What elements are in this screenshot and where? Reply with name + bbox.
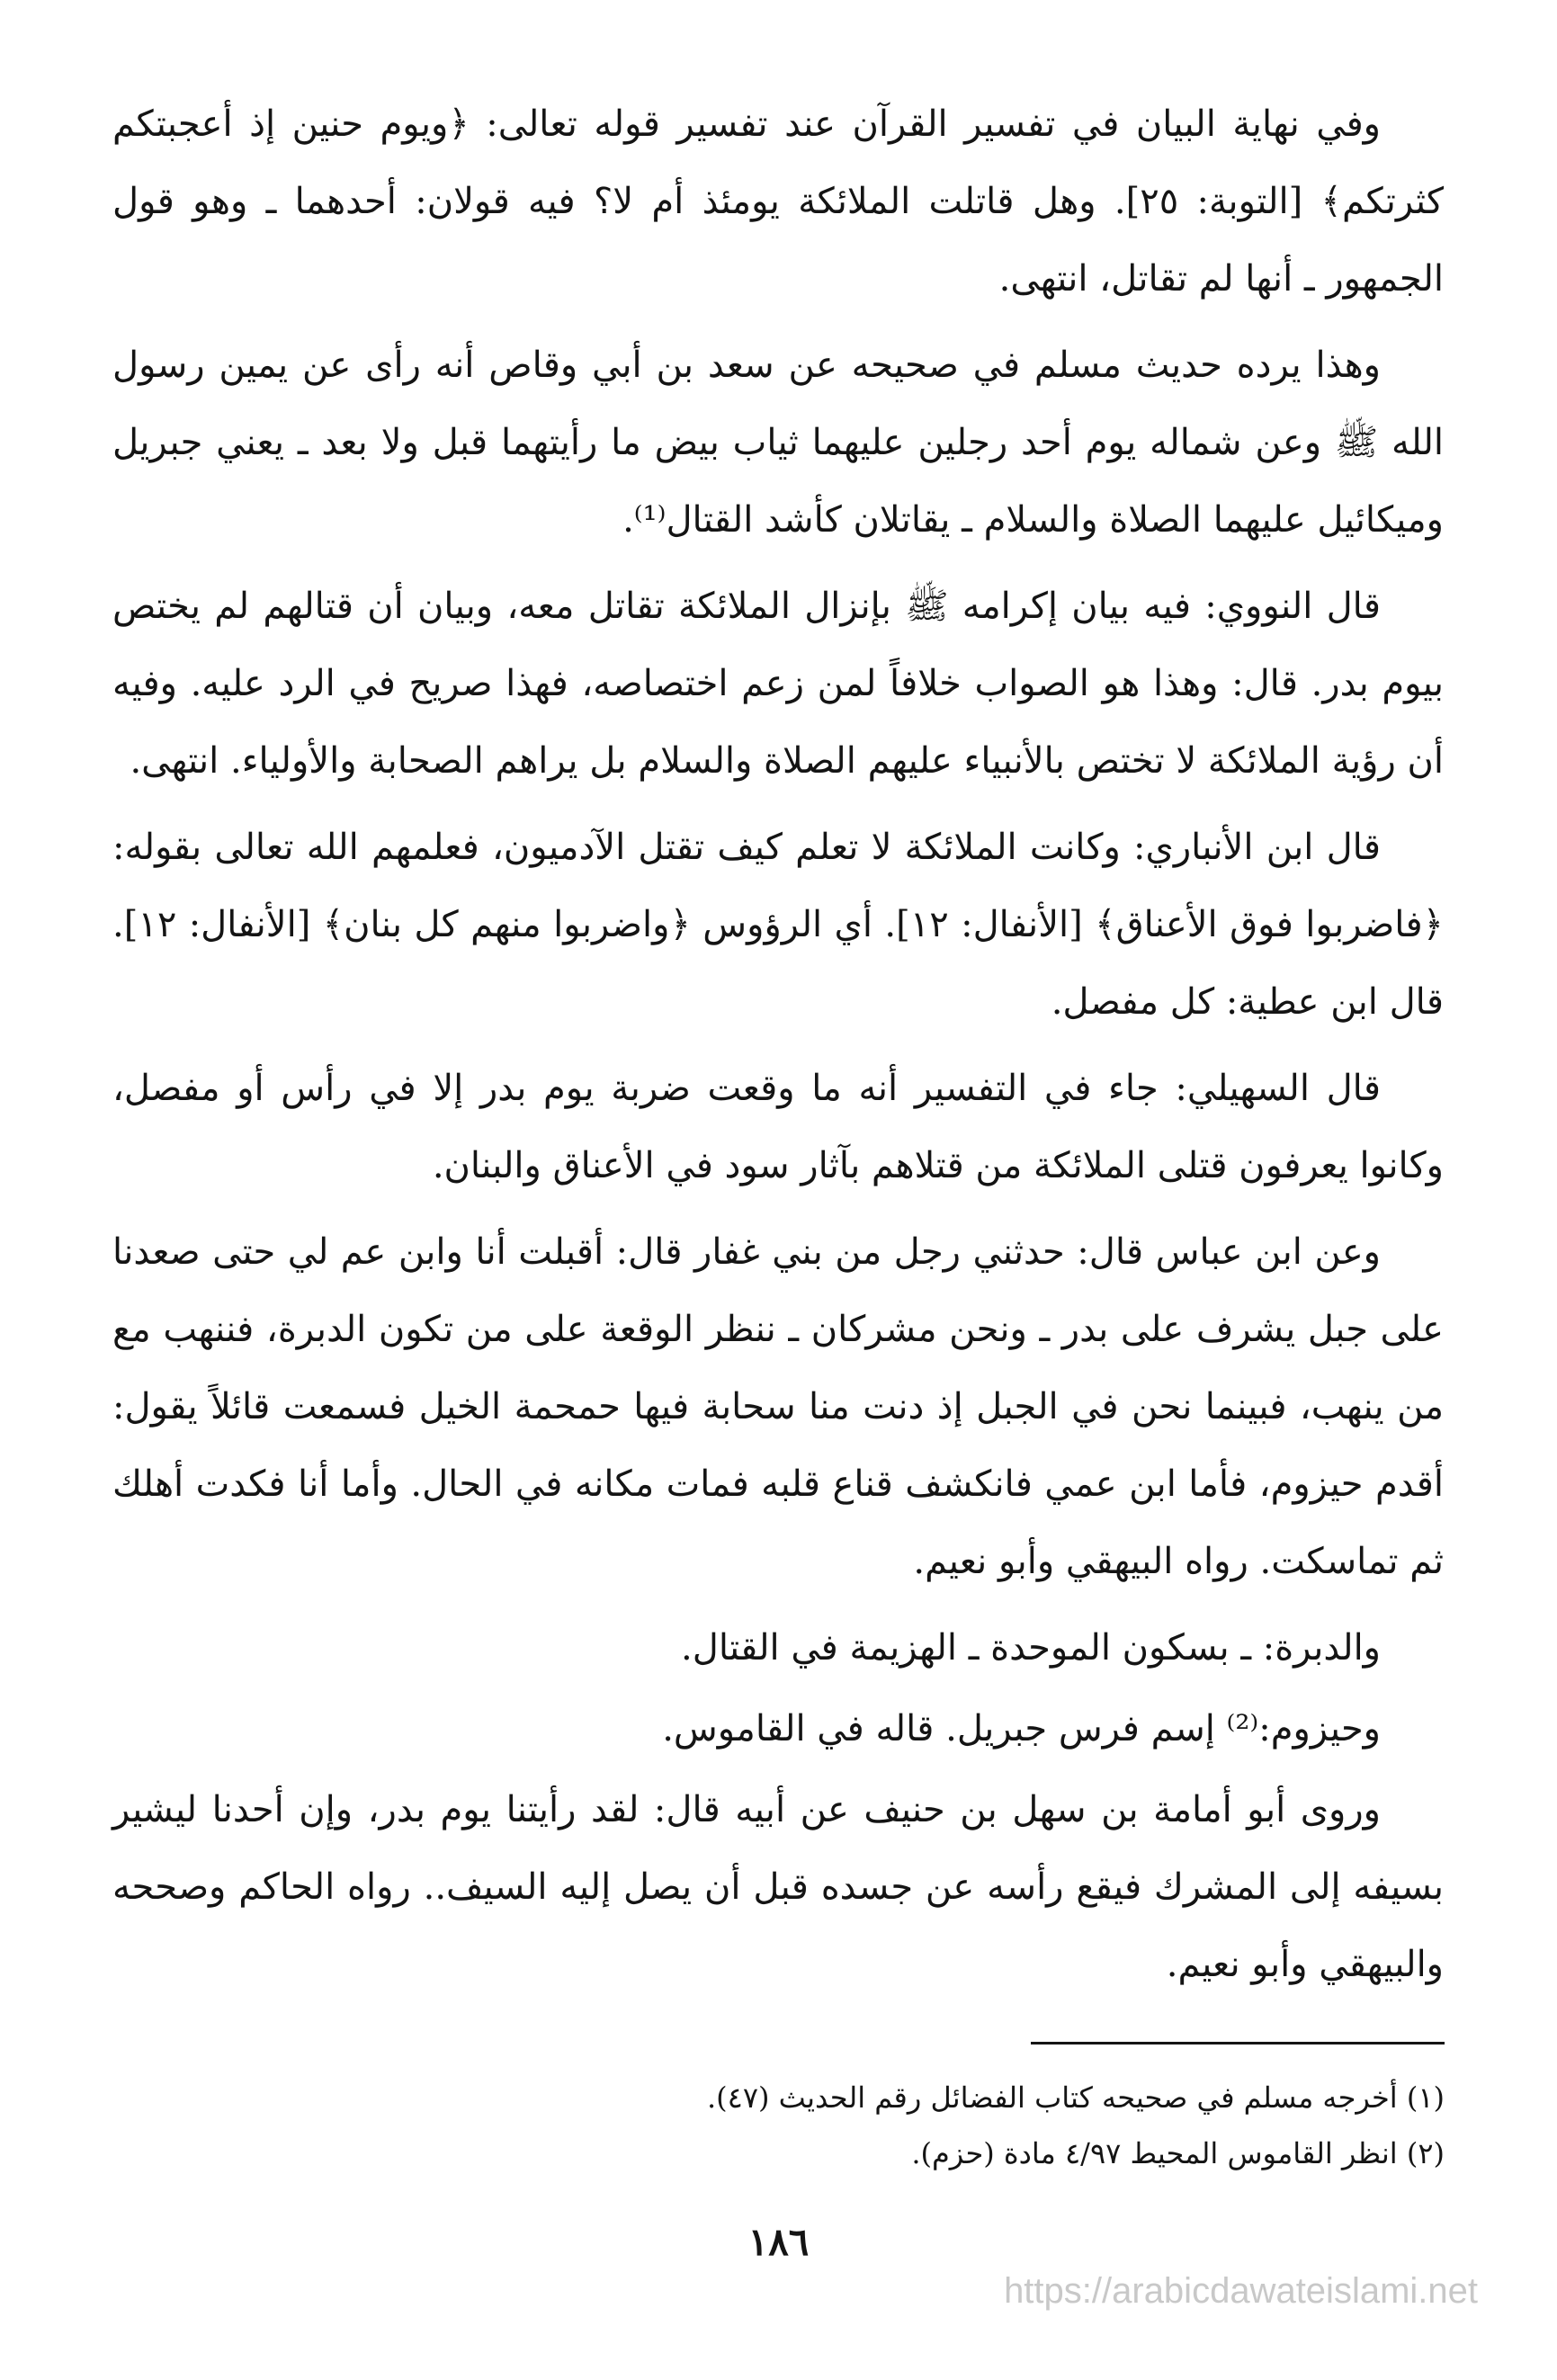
website-watermark: https://arabicdawateislami.net [1004,2271,1478,2311]
paragraph-nawawi: قال النووي: فيه بيان إكرامه ﷺ بإنزال الملائكة تقاتل معه، وبيان أن قتالهم لم يختص بيوم بدر. قال: وهذا هو الصواب خلافاً لمن زعم اختصاصه، فهذا صريح في الرد عليه. وفيه أن رؤية الملائكة لا تختص بالأنبياء عليهم الصلاة والسلام بل يراهم الصحابة والأولياء. انتهى. [112,586,1444,782]
paragraph-ibn-abbas: وعن ابن عباس قال: حدثني رجل من بني غفار قال: أقبلت أنا وابن عم لي حتى صعدنا على جبل يشرف على بدر ـ ونحن مشركان ـ ننظر الوقعة على من تكون الدبرة، فننهب مع من ينهب، فبينما نحن في الجبل إذ دنت منا سحابة فيها حمحمة الخيل فسمعت قائلاً يقول: أقدم حيزوم، فأما ابن عمي فانكشف قناع قلبه فمات مكانه في الحال. وأما أنا فكدت أهلك ثم تماسكت. رواه البيهقي وأبو نعيم. [112,1231,1444,1582]
page-number: ١٨٦ [747,2220,810,2264]
paragraph-muslim-hadith: وهذا يرده حديث مسلم في صحيحه عن سعد بن أبي وقاص أنه رأى عن يمين رسول الله ﷺ وعن شماله يوم أحد رجلين عليهما ثياب بيض ما رأيتهما قبل ولا بعد ـ يعني جبريل وميكائيل عليهما الصلاة والسلام ـ يقاتلان كأشد القتال⁽¹⁾. [112,344,1444,541]
paragraph-ibn-anbari: قال ابن الأنباري: وكانت الملائكة لا تعلم كيف تقتل الآدميون، فعلمهم الله تعالى بقوله: ﴿فاضربوا فوق الأعناق﴾ [الأنفال: ١٢]. أي الرؤوس ﴿واضربوا منهم كل بنان﴾ [الأنفال: ١٢]. قال ابن عطية: كل مفصل. [112,827,1444,1023]
footnote-2: (٢) انظر القاموس المحيط ٤/٩٧ مادة (حزم). [911,2136,1445,2170]
paragraph-angels-hunayn: وفي نهاية البيان في تفسير القرآن عند تفسير قوله تعالى: ﴿ويوم حنين إذ أعجبتكم كثرتكم﴾ [التوبة: ٢٥]. وهل قاتلت الملائكة يومئذ أم لا؟ فيه قولان: أحدهما ـ وهو قول الجمهور ـ أنها لم تقاتل، انتهى. [112,103,1445,300]
footnote-1: (١) أخرجه مسلم في صحيحه كتاب الفضائل رقم الحديث (٤٧). [706,2080,1445,2115]
paragraph-dabra-definition: والدبرة: ـ بسكون الموحدة ـ الهزيمة في القتال. [681,1627,1381,1669]
footnote-divider [1031,2042,1445,2044]
paragraph-suhayli: قال السهيلي: جاء في التفسير أنه ما وقعت ضربة يوم بدر إلا في رأس أو مفصل، وكانوا يعرفون قتلى الملائكة من قتلاهم بآثار سود في الأعناق والبنان. [112,1068,1444,1186]
paragraph-hayzum-definition: وحيزوم:⁽²⁾ إسم فرس جبريل. قاله في القاموس. [662,1708,1381,1749]
page-body [112,85,1444,2012]
footnotes-section [113,2042,1445,2181]
paragraph-abu-umama: وروى أبو أمامة بن سهل بن حنيف عن أبيه قال: لقد رأيتنا يوم بدر، وإن أحدنا ليشير بسيفه إلى المشرك فيقع رأسه عن جسده قبل أن يصل إليه السيف.. رواه الحاكم وصححه والبيهقي وأبو نعيم. [112,1789,1444,1985]
